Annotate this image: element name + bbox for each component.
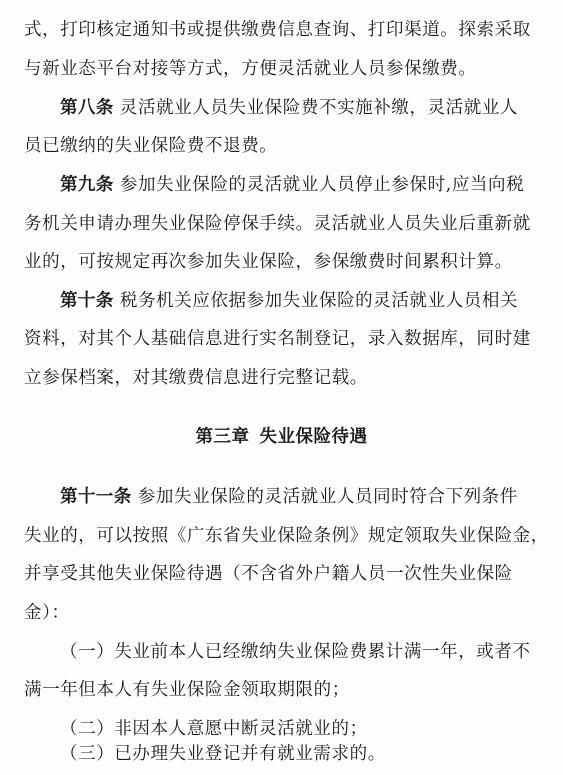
list-item-3-line: （三）已办理失业登记并有就业需求的。: [60, 744, 386, 764]
article-label: 第十条: [60, 291, 114, 311]
paragraph-line: 务机关申请办理失业保险停保手续。灵活就业人员失业后重新就: [24, 214, 531, 234]
paragraph-line: 立参保档案，对其缴费信息进行完整记载。: [24, 368, 368, 388]
paragraph-line: 资料，对其个人基础信息进行实名制登记，录入数据库，同时建: [24, 329, 531, 349]
article-label: 第九条: [60, 175, 114, 195]
article-text: 参加失业保险的灵活就业人员停止参保时,应当向税: [119, 175, 525, 195]
article-11-first-line: [60, 485, 518, 509]
paragraph-line: 并享受其他失业保险待遇（不含省外户籍人员一次性失业保险: [24, 564, 513, 584]
article-label: 第十一条: [60, 487, 132, 507]
article-text: 灵活就业人员失业保险费不实施补缴，灵活就业人: [119, 98, 519, 118]
paragraph-line: 与新业态平台对接等方式，方便灵活就业人员参保缴费。: [24, 59, 477, 79]
article-label: 第八条: [60, 98, 114, 118]
paragraph-line: 失业的，可以按照《广东省失业保险条例》规定领取失业保险金，: [24, 526, 549, 546]
list-item-2-line: （二）非因本人意愿中断灵活就业的；: [60, 719, 368, 739]
list-item-1-line: 满一年但本人有失业保险金领取期限的；: [24, 680, 350, 700]
chapter-number: 第三章: [195, 427, 250, 447]
chapter-heading: [0, 425, 563, 449]
paragraph-line: 员已缴纳的失业保险费不退费。: [24, 136, 278, 156]
paragraph-line: 式，打印核定通知书或提供缴费信息查询、打印渠道。探索采取: [24, 20, 531, 40]
paragraph-line: 业的，可按规定再次参加失业保险，参保缴费时间累积计算。: [24, 252, 513, 272]
article-text: 参加失业保险的灵活就业人员同时符合下列条件: [137, 487, 518, 507]
article-9-first-line: [60, 173, 524, 197]
chapter-title: 失业保险待遇: [259, 427, 368, 447]
article-8-first-line: [60, 96, 518, 120]
article-text: 税务机关应依据参加失业保险的灵活就业人员相关: [119, 291, 519, 311]
paragraph-line: 金）：: [24, 603, 70, 623]
list-item-1-line: （一）失业前本人已经缴纳失业保险费累计满一年，或者不: [60, 642, 531, 662]
article-10-first-line: [60, 289, 518, 313]
